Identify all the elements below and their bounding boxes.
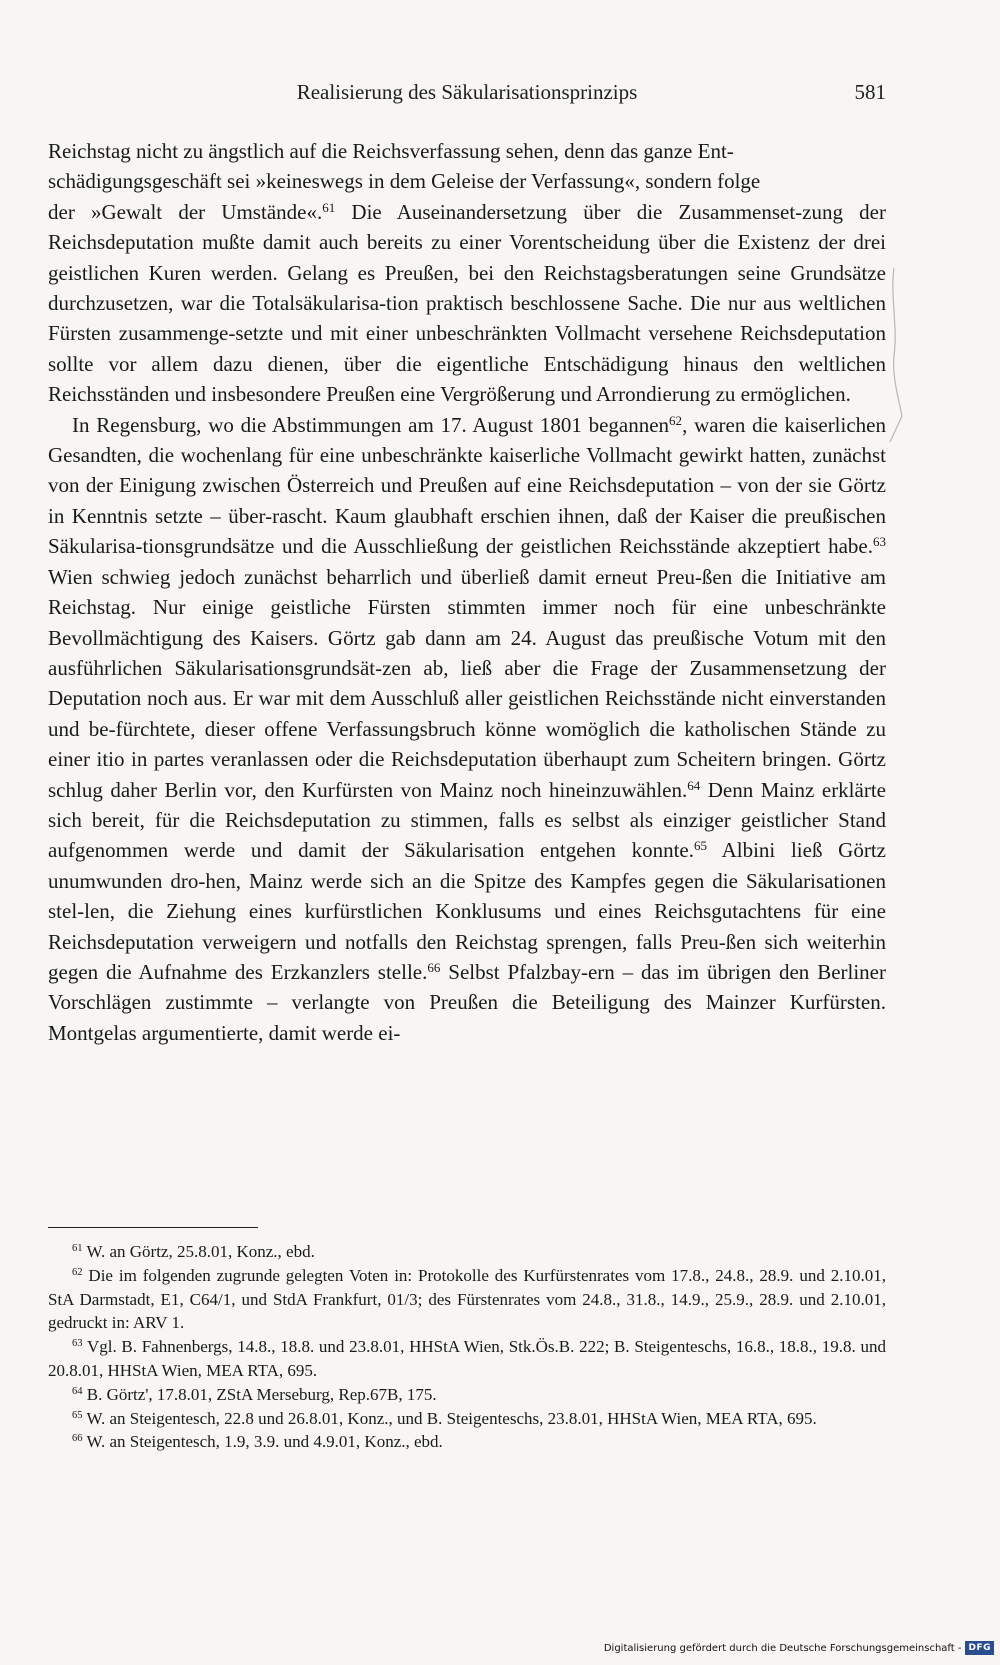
paragraph-1-text-a: der »Gewalt der Umstände«. — [48, 199, 323, 224]
footnote-number: 61 — [72, 1243, 83, 1255]
footnote-number: 66 — [72, 1433, 83, 1445]
paragraph-2-text-b: , waren die kaiserlichen Gesandten, die wochenlang für eine unbeschränkte kaiserliche Vollmacht gewirkt hatten, zunächst von der Einigung zwischen Österreich und Preußen auf eine Reichsdeputation – von der sie Görtz in Kenntnis setzte – über-rascht. Kaum glaubhaft erschien ihnen, daß der Kaiser die preußischen Säkularisa-tionsgrundsätze und die Ausschließung der geistlichen Reichsstände akzeptiert habe. — [48, 412, 886, 559]
running-title: Realisierung des Säkularisationsprinzips — [296, 80, 638, 104]
footnote-number: 65 — [72, 1409, 83, 1421]
footnote-66 — [48, 1430, 886, 1454]
paragraph-1-text-b: Die Auseinandersetzung über die Zusammenset-zung der Reichsdeputation mußte damit auch bereits zu einer Vorentscheidung über die Existenz der drei geistlichen Kuren werden. Gelang es Preußen, bei den Reichstagsberatungen seine Grundsätze durchzusetzen, war die Totalsäkularisa-tion praktisch beschlossene Sache. Die nur aus weltlichen Fürsten zusammenge-setzte und mit einer unbeschränkten Vollmacht versehene Reichsdeputation sollte vor allem dazu dienen, über die eigentliche Entschädigung hinaus den weltlichen Reichsständen und insbesondere Preußen eine Vergrößerung und Arrondierung zu ermöglichen. — [48, 199, 886, 407]
footnote-number: 64 — [72, 1385, 83, 1397]
paragraph-2-text-f: Selbst Pfalzbay-ern – das im übrigen den Berliner Vorschlägen zustimmte – verlangte von Preußen die Beteiligung des Mainzer Kurfürsten. Montgelas argumentierte, damit werde ei- — [48, 959, 886, 1045]
footnote-ref-63[interactable]: 63 — [872, 534, 886, 550]
footnote-number: 63 — [72, 1338, 83, 1350]
footnote-number: 62 — [72, 1267, 83, 1278]
margin-pencil-mark — [880, 266, 910, 446]
footnote-text: Vgl. B. Fahnenbergs, 14.8., 18.8. und 23.8.01, HHStA Wien, Stk.Ös.B. 222; B. Steigenteschs, 16.8., 18.8., 19.8. und 20.8.01, HHStA Wien, MEA RTA, 695. — [48, 1337, 886, 1380]
page-number: 581 — [854, 80, 886, 104]
running-header — [48, 80, 886, 110]
footnote-61 — [48, 1240, 886, 1264]
footnote-text: Die im folgenden zugrunde gelegten Voten in: Protokolle des Kurfürstenrates vom 17.8., 24.8., 28.9. und 2.10.01, StA Darmstadt, E1, C64/1, und StdA Frankfurt, 01/3; des Fürstenrates vom 24.8., 31.8., 14.9., 25.9., 28.9. und 2.10.01, gedruckt in: ARV 1. — [48, 1265, 886, 1333]
banner-text: Digitalisierung gefördert durch die Deutsche Forschungsgemeinschaft - — [603, 1642, 962, 1654]
footnote-ref-61[interactable]: 61 — [322, 199, 336, 215]
paragraph-2-text-d: Denn Mainz erklärte sich bereit, für die Reichsdeputation zu stimmen, falls es selbst als einziger geistlicher Stand aufgenommen werde und damit der Säkularisation entgehen konnte. — [48, 777, 886, 863]
footnote-separator — [48, 1227, 258, 1228]
paragraph-1-line-2: schädigungsgeschäft sei »keineswegs in dem Geleise der Verfassung«, sondern folge — [48, 169, 761, 194]
main-text — [48, 136, 886, 1048]
footnote-ref-65[interactable]: 65 — [693, 838, 707, 854]
paragraph-1 — [48, 136, 886, 410]
paragraph-2 — [48, 410, 886, 1049]
paragraph-1-line-1: Reichstag nicht zu ängstlich auf die Reichsverfassung sehen, denn das ganze Ent- — [48, 139, 734, 163]
footnote-text: W. an Görtz, 25.8.01, Konz., ebd. — [82, 1242, 315, 1261]
footnote-62 — [48, 1264, 886, 1335]
paragraph-2-text-a: In Regensburg, wo die Abstimmungen am 17. August 1801 begannen — [72, 412, 670, 437]
paragraph-2-text-c: Wien schwieg jedoch zunächst beharrlich und überließ damit erneut Preu-ßen die Initiative am Reichstag. Nur einige geistliche Fürsten stimmten immer noch für eine unbeschränkte Bevollmächtigung des Kaisers. Görtz gab dann am 24. August das preußische Votum mit den ausführlichen Säkularisationsgrundsät-zen ab, ließ aber die Frage der Zusammensetzung der Deputation noch aus. Er war mit dem Ausschluß aller geistlichen Reichsstände nicht einverstanden und be-fürchtete, dieser offene Verfassungsbruch könne womöglich die katholischen Stände zu einer itio in partes veranlassen oder die Reichsdeputation überhaupt zum Scheitern bringen. Görtz schlug daher Berlin vor, den Kurfürsten von Mainz noch hineinzuwählen. — [48, 564, 886, 802]
dfg-logo[interactable]: DFG — [965, 1641, 994, 1655]
footnotes — [48, 1240, 886, 1454]
digitization-banner — [604, 1641, 994, 1655]
footnote-ref-66[interactable]: 66 — [427, 959, 441, 975]
footnote-64 — [48, 1383, 886, 1407]
paragraph-2-text-e: Albini ließ Görtz unumwunden dro-hen, Mainz werde sich an die Spitze des Kampfes gegen die Säkularisationen stel-len, die Ziehung eines kurfürstlichen Konklusums und eines Reichsgutachtens für eine Reichsdeputation verweigern und notfalls den Reichstag sprengen, falls Preu-ßen sich weiterhin gegen die Aufnahme des Erzkanzlers stelle. — [48, 838, 886, 984]
footnote-65 — [48, 1407, 886, 1431]
footnote-text: W. an Steigentesch, 1.9, 3.9. und 4.9.01, Konz., ebd. — [82, 1432, 443, 1452]
footnote-text: B. Görtz', 17.8.01, ZStA Merseburg, Rep.67B, 175. — [82, 1384, 437, 1404]
footnote-ref-64[interactable]: 64 — [687, 777, 701, 793]
footnote-ref-62[interactable]: 62 — [669, 412, 683, 428]
footnote-63 — [48, 1335, 886, 1383]
footnote-text: W. an Steigentesch, 22.8 und 26.8.01, Konz., und B. Steigenteschs, 23.8.01, HHStA Wien, MEA RTA, 695. — [82, 1408, 817, 1428]
